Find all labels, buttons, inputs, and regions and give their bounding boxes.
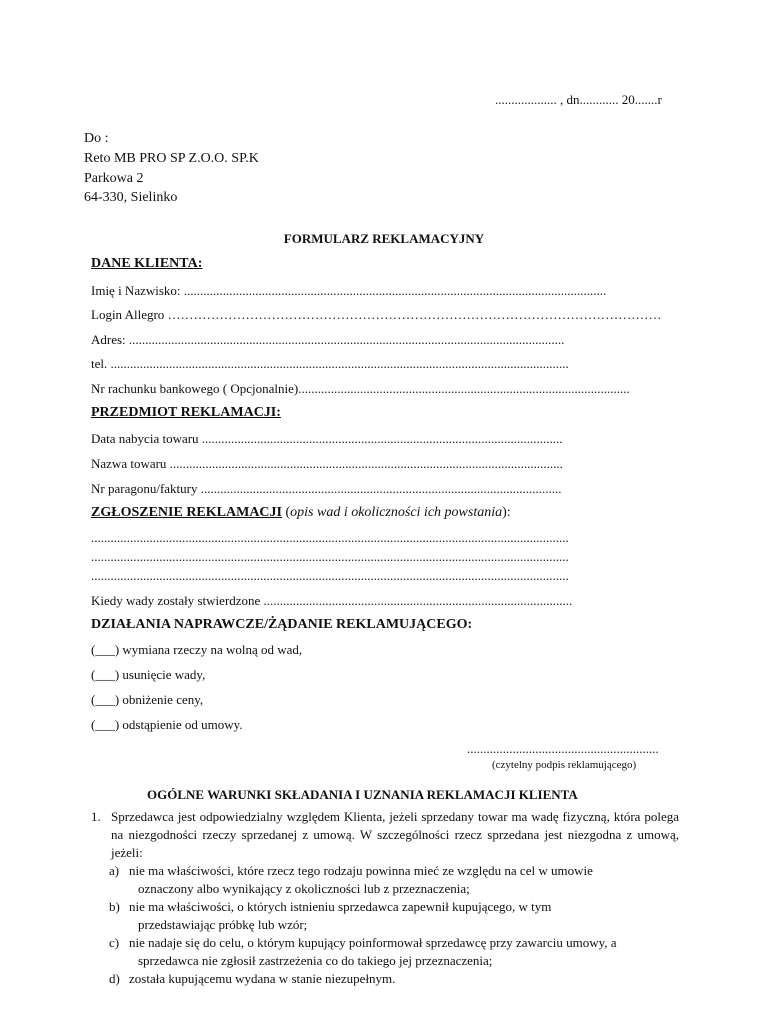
subitem-continuation: przedstawiając próbkę lub wzór; (138, 917, 308, 932)
product-name-field[interactable]: Nazwa towaru ......................................................................................................................... (91, 456, 563, 471)
action-option-repair[interactable]: (___) usunięcie wady, (91, 667, 206, 682)
client-phone-field[interactable]: tel. ............................................................................................................................................. (91, 356, 569, 371)
form-title: FORMULARZ REKLAMACYJNY (283, 231, 485, 246)
client-login-field[interactable]: Login Allegro …………………………………………………………………………………………………… (91, 307, 662, 322)
action-option-replacement[interactable]: (___) wymiana rzeczy na wolną od wad, (91, 642, 303, 657)
complaint-heading-text: ZGŁOSZENIE REKLAMACJI (91, 505, 282, 520)
subitem-text: nie ma właściwości, które rzecz tego rodzaju powinna mieć ze względu na cel w umowie (129, 863, 593, 878)
complaint-note-close: ): (502, 505, 511, 520)
actions-section-heading: DZIAŁANIA NAPRAWCZE/ŻĄDANIE REKLAMUJĄCEGO: (91, 617, 473, 632)
complaint-line-3[interactable]: ................................................................................................................................................... (91, 568, 569, 583)
terms-subitem-d (109, 970, 679, 988)
subitem-letter: c) (109, 935, 120, 950)
signature-line[interactable]: ........................................................... (467, 741, 659, 756)
terms-subitem-b (109, 898, 679, 916)
terms-subitem-a (109, 862, 679, 880)
purchase-date-field[interactable]: Data nabycia towaru ............................................................................................................... (91, 431, 563, 446)
complaint-note: opis wad i okoliczności ich powstania (290, 505, 503, 520)
client-bank-account-field[interactable]: Nr rachunku bankowego ( Opcjonalnie)...................................................................................................... (91, 381, 630, 396)
terms-item-number: 1. (91, 809, 101, 824)
recipient-street: Parkowa 2 (84, 171, 144, 186)
terms-item-text: Sprzedawca jest odpowiedzialny względem Klienta, jeżeli sprzedany towar ma wadę fizyczną, która polega na niezgodności rzeczy sprzedanej z umową. W szczególności rzecz sprzedana jest niezgodna z umową, jeżeli: (111, 809, 679, 860)
complaint-section-heading (91, 505, 511, 521)
client-address-field[interactable]: Adres: ...................................................................................................................................... (91, 332, 565, 347)
receipt-number-field[interactable]: Nr paragonu/faktury ............................................................................................................... (91, 481, 562, 496)
subitem-letter: a) (109, 863, 120, 878)
recipient-company: Reto MB PRO SP Z.O.O. SP.K (84, 151, 259, 166)
signature-caption: (czytelny podpis reklamującego) (492, 759, 637, 771)
terms-item-1 (91, 808, 679, 862)
terms-subitem-c (109, 934, 679, 952)
date-place-line: ................... , dn............ 20.......r (495, 92, 662, 107)
recipient-to-label: Do : (84, 131, 109, 146)
complaint-line-1[interactable]: ................................................................................................................................................... (91, 530, 569, 545)
action-option-withdrawal[interactable]: (___) odstąpienie od umowy. (91, 717, 243, 732)
client-name-field[interactable]: Imię i Nazwisko: .................................................................................................................................. (91, 283, 607, 298)
subitem-letter: d) (109, 971, 120, 986)
recipient-city: 64-330, Sielinko (84, 190, 178, 205)
action-option-price-reduction[interactable]: (___) obniżenie ceny, (91, 692, 204, 707)
subitem-text: została kupującemu wydana w stanie niezupełnym. (129, 971, 396, 986)
terms-heading: OGÓLNE WARUNKI SKŁADANIA I UZNANIA REKLAMACJI KLIENTA (147, 787, 578, 802)
subitem-text: nie ma właściwości, o których istnieniu sprzedawca zapewnił kupującego, w tym (129, 899, 552, 914)
client-section-heading: DANE KLIENTA: (91, 256, 203, 271)
terms-list (91, 808, 679, 988)
subitem-text: nie nadaje się do celu, o którym kupujący poinformował sprzedawcę przy zawarciu umowy, a (129, 935, 617, 950)
subject-section-heading: PRZEDMIOT REKLAMACJI: (91, 405, 281, 420)
subitem-continuation: sprzedawca nie zgłosił zastrzeżenia co do takiego jej przeznaczenia; (138, 953, 493, 968)
complaint-note-open: ( (281, 505, 291, 520)
defect-found-date-field[interactable]: Kiedy wady zostały stwierdzone ............................................................................................... (91, 593, 573, 608)
complaint-line-2[interactable]: ................................................................................................................................................... (91, 549, 569, 564)
subitem-continuation: oznaczony albo wynikający z okoliczności lub z przeznaczenia; (138, 881, 470, 896)
subitem-letter: b) (109, 899, 120, 914)
